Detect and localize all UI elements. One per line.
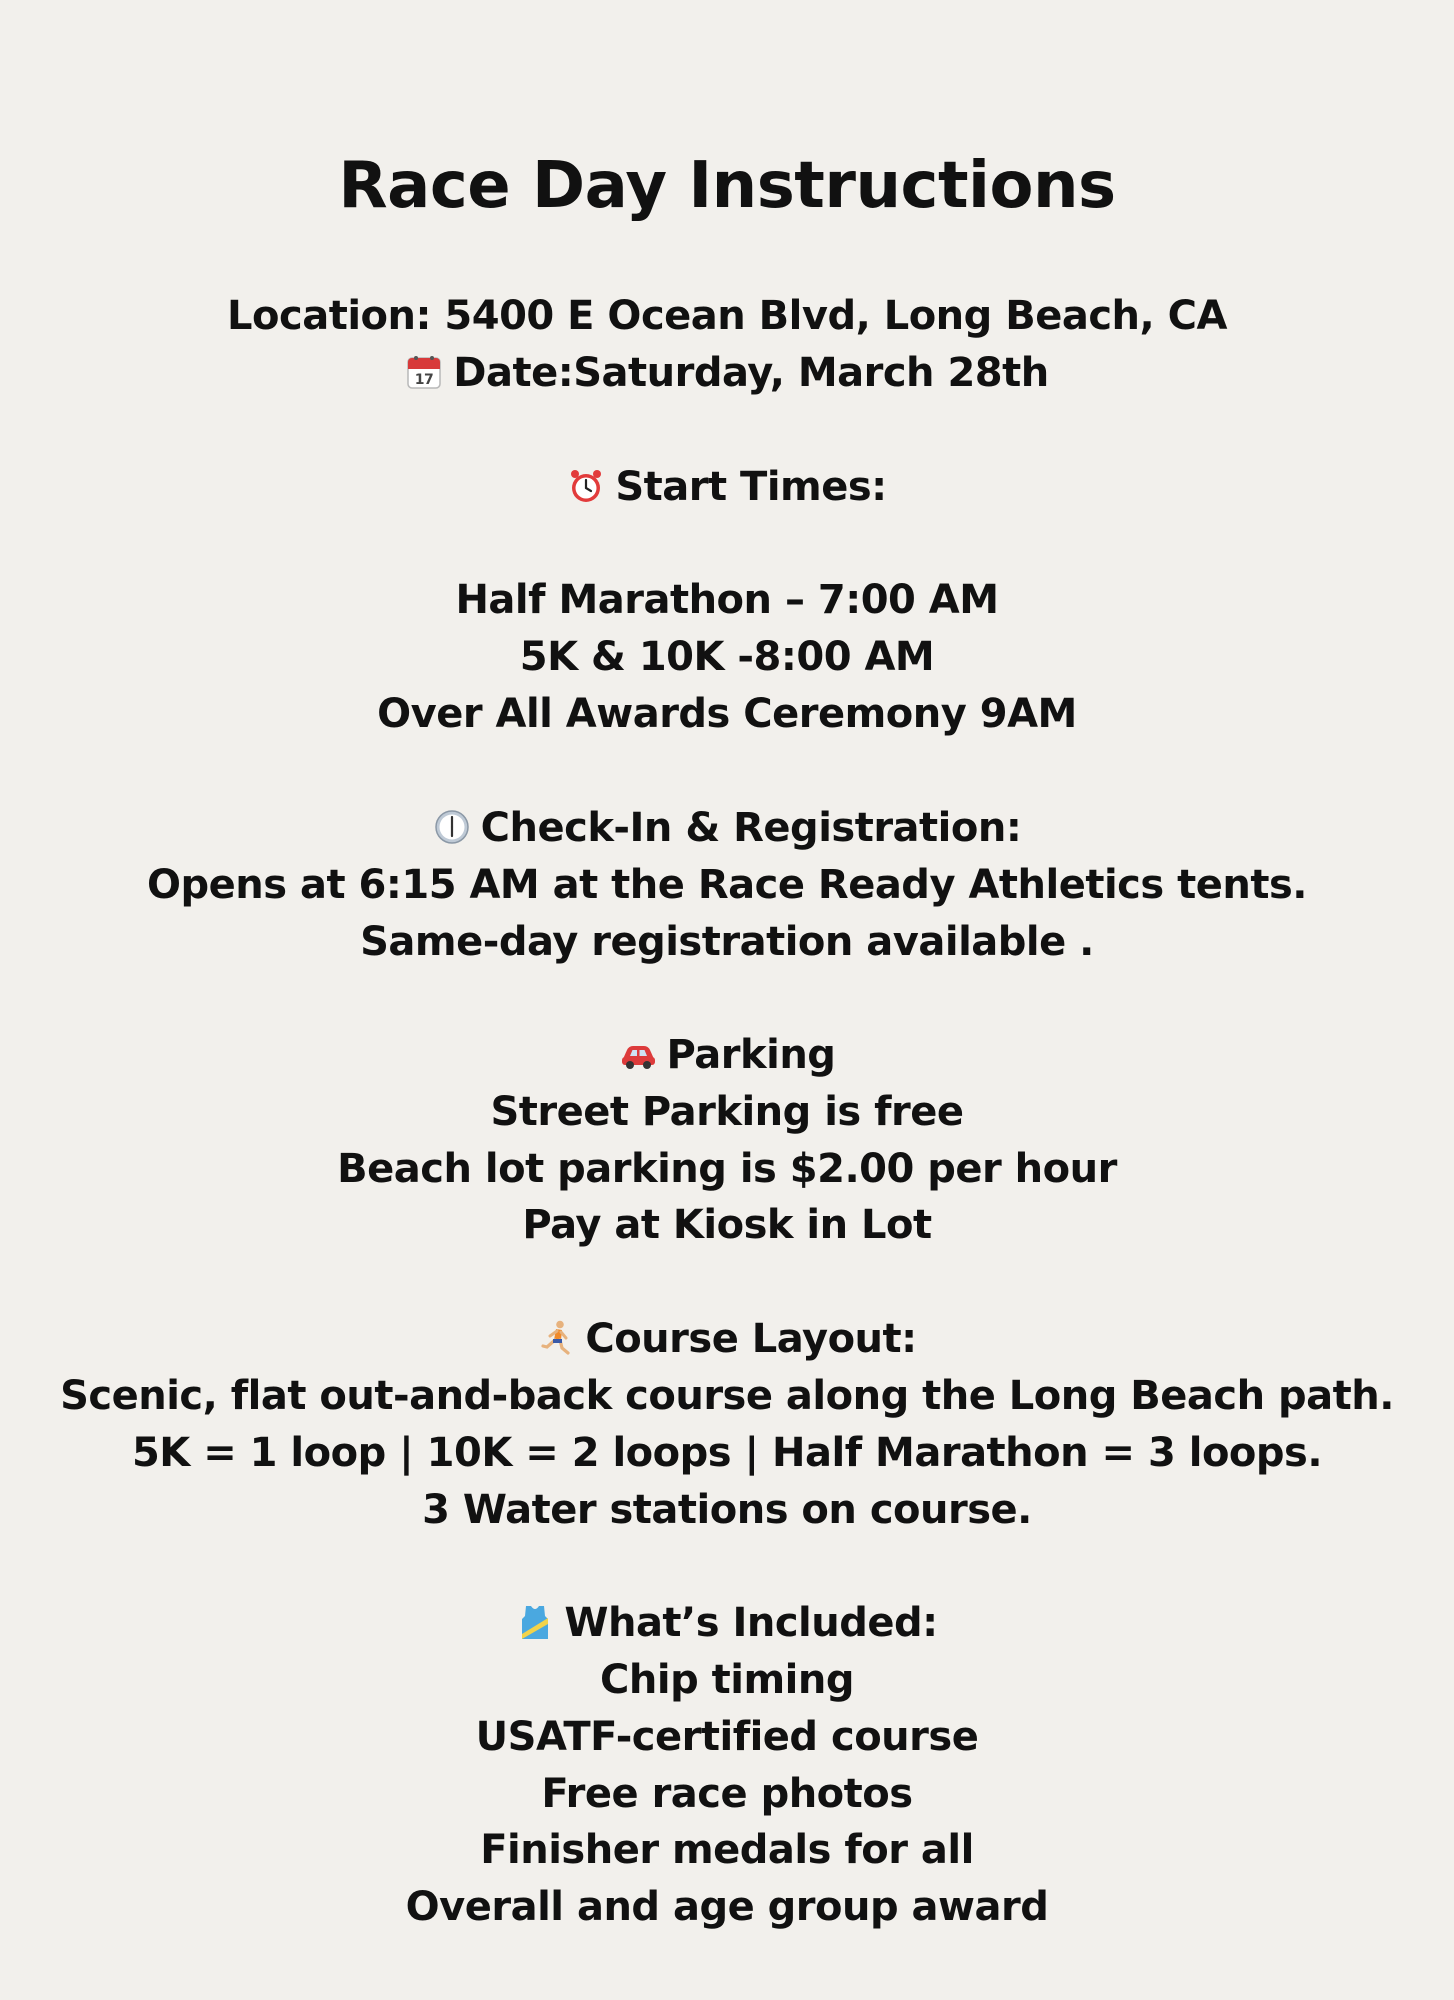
clock-icon (433, 808, 471, 846)
course-heading-text: Course Layout: (585, 1316, 917, 1362)
alarm-clock-icon (567, 467, 605, 505)
start-times-heading (0, 459, 1454, 515)
svg-text:17: 17 (415, 372, 434, 388)
parking-item: Street Parking is free (490, 1089, 964, 1135)
course-item: 3 Water stations on course. (422, 1487, 1032, 1533)
start-times-heading-text: Start Times: (615, 464, 887, 510)
included-item: Finisher medals for all (480, 1827, 974, 1873)
included-item: Overall and age group award (405, 1884, 1049, 1930)
page-title: Race Day Instructions (338, 149, 1116, 223)
parking-item: Beach lot parking is $2.00 per hour (337, 1146, 1117, 1192)
check-in-heading (0, 800, 1454, 856)
included-item: Free race photos (541, 1771, 913, 1817)
date-text: Date:Saturday, March 28th (453, 350, 1049, 396)
check-in-item: Same-day registration available . (360, 919, 1094, 965)
check-in-heading-text: Check-In & Registration: (480, 805, 1022, 851)
running-shirt-icon (516, 1603, 554, 1641)
start-time-item: 5K & 10K -8:00 AM (519, 634, 935, 680)
course-item: Scenic, flat out-and-back course along the Long Beach path. (60, 1373, 1394, 1419)
start-time-item: Over All Awards Ceremony 9AM (377, 691, 1077, 737)
check-in-item: Opens at 6:15 AM at the Race Ready Athletics tents. (147, 862, 1307, 908)
included-item: USATF-certified course (475, 1714, 979, 1760)
included-heading (0, 1595, 1454, 1651)
car-icon (619, 1035, 657, 1073)
course-heading (0, 1311, 1454, 1367)
course-item: 5K = 1 loop | 10K = 2 loops | Half Marathon = 3 loops. (131, 1430, 1323, 1476)
start-time-item: Half Marathon – 7:00 AM (455, 577, 999, 623)
included-item: Chip timing (600, 1657, 854, 1703)
runner-icon (537, 1319, 575, 1357)
parking-heading (0, 1027, 1454, 1083)
date-line (0, 345, 1454, 401)
parking-item: Pay at Kiosk in Lot (522, 1202, 932, 1248)
included-heading-text: What’s Included: (564, 1600, 938, 1646)
calendar-icon (405, 353, 443, 391)
location-line: Location: 5400 E Ocean Blvd, Long Beach, CA (227, 293, 1227, 339)
parking-heading-text: Parking (666, 1032, 836, 1078)
